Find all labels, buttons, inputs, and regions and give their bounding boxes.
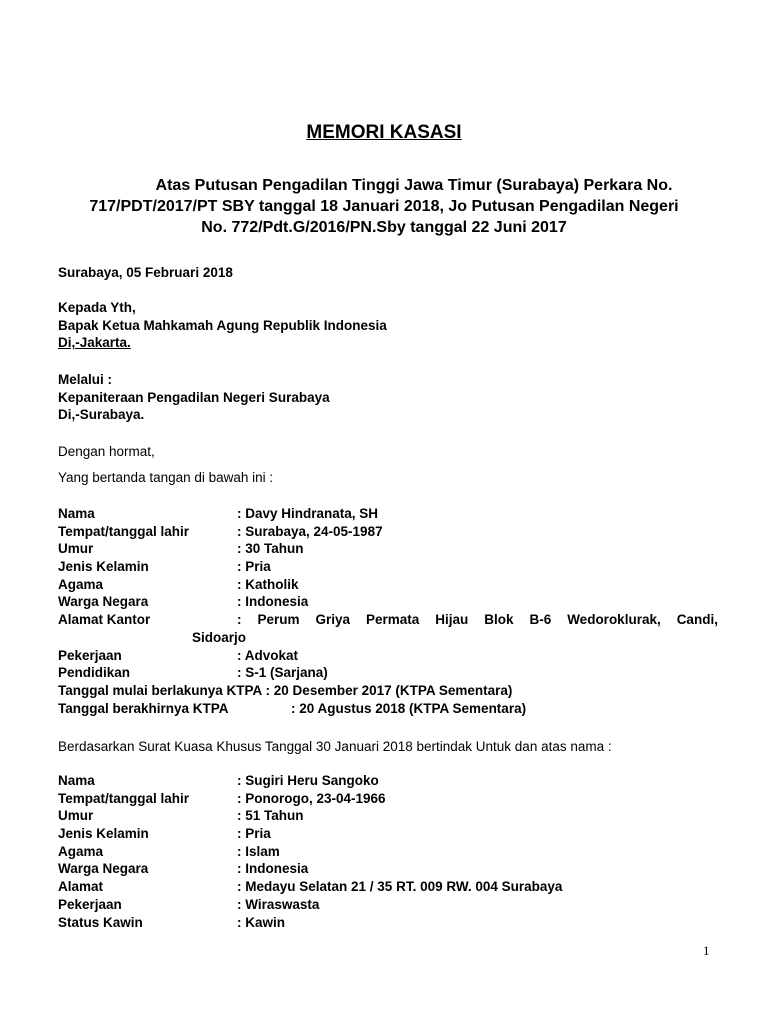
detail-row xyxy=(58,843,718,861)
detail-label: Tanggal berakhirnya KTPA xyxy=(58,700,229,716)
detail-label: Status Kawin xyxy=(58,914,143,930)
address-word: Permata xyxy=(365,612,420,628)
detail-row xyxy=(58,807,718,825)
detail-label: Warga Negara xyxy=(58,594,149,610)
detail-row xyxy=(58,772,718,790)
place-date: Surabaya, 05 Februari 2018 xyxy=(58,265,233,280)
detail-label: Agama xyxy=(58,843,104,859)
subtitle-line: Atas Putusan Pengadilan Tinggi Jawa Timur (Surabaya) Perkara No. xyxy=(155,177,673,194)
detail-label: Tempat/tanggal lahir xyxy=(58,790,190,806)
detail-value: : Pria xyxy=(237,559,271,575)
detail-label: Umur xyxy=(58,541,94,557)
detail-label: Nama xyxy=(58,773,95,788)
detail-row xyxy=(58,878,718,896)
detail-label: Jenis Kelamin xyxy=(58,826,149,842)
detail-value: : Islam xyxy=(237,843,280,859)
detail-row xyxy=(58,576,718,594)
address-word: : xyxy=(237,612,242,628)
address-word: Candi, xyxy=(676,612,718,628)
recipient-city: Di,-Jakarta. xyxy=(58,335,131,351)
detail-value: : Sugiri Heru Sangoko xyxy=(237,773,379,788)
document-title: MEMORI KASASI xyxy=(306,122,462,143)
detail-value: : Indonesia xyxy=(237,594,309,610)
detail-row xyxy=(58,825,718,843)
via-line: Di,-Surabaya. xyxy=(58,407,145,423)
detail-row xyxy=(58,790,718,808)
detail-row xyxy=(58,540,718,558)
detail-label: Pendidikan xyxy=(58,665,131,681)
address-word: Blok xyxy=(484,612,514,628)
address-word: Hijau xyxy=(435,612,469,628)
detail-label: Pekerjaan xyxy=(58,647,122,663)
detail-row xyxy=(58,647,718,665)
ktpa-end-row xyxy=(58,700,718,718)
detail-row xyxy=(58,860,718,878)
ktpa-start-text: Tanggal mulai berlakunya KTPA : 20 Desember 2017 (KTPA Sementara) xyxy=(58,682,513,698)
detail-row xyxy=(58,558,718,576)
detail-label: Alamat Kantor xyxy=(58,612,151,628)
detail-row xyxy=(58,593,718,611)
detail-label: Nama xyxy=(58,506,95,521)
address-word: Wedoroklurak, xyxy=(567,612,661,628)
address-continuation: Sidoarjo xyxy=(192,629,247,645)
detail-value: : Katholik xyxy=(237,576,299,592)
mandate-text: Berdasarkan Surat Kuasa Khusus Tanggal 30 Januari 2018 bertindak Untuk dan atas nama : xyxy=(58,739,612,754)
recipient-line: Bapak Ketua Mahkamah Agung Republik Indonesia xyxy=(58,317,387,333)
ktpa-start-row xyxy=(58,682,718,700)
subtitle-line: No. 772/Pdt.G/2016/PN.Sby tanggal 22 Juni 2017 xyxy=(201,219,567,236)
via-block xyxy=(58,371,718,424)
detail-row xyxy=(58,896,718,914)
detail-value: : 30 Tahun xyxy=(237,541,304,557)
detail-row xyxy=(58,505,718,523)
detail-label: Jenis Kelamin xyxy=(58,559,149,575)
address-word: Griya xyxy=(315,612,350,628)
detail-label: Umur xyxy=(58,808,94,824)
principal-details xyxy=(58,772,718,931)
detail-value: : Davy Hindranata, SH xyxy=(237,506,379,521)
detail-label: Pekerjaan xyxy=(58,896,122,912)
detail-value: : Pria xyxy=(237,826,271,842)
address-word: Perum xyxy=(257,612,300,628)
subtitle-line: 717/PDT/2017/PT SBY tanggal 18 Januari 2018, Jo Putusan Pengadilan Negeri xyxy=(89,198,679,215)
address-word: B-6 xyxy=(529,612,552,628)
via-line: Melalui : xyxy=(58,372,113,387)
detail-value: : Advokat xyxy=(237,647,299,663)
detail-label: Tempat/tanggal lahir xyxy=(58,523,190,539)
document-subtitle xyxy=(58,175,710,238)
via-line: Kepaniteraan Pengadilan Negeri Surabaya xyxy=(58,389,330,405)
detail-label: Agama xyxy=(58,576,104,592)
detail-label: Alamat xyxy=(58,879,104,895)
recipient-block xyxy=(58,299,718,352)
page-number: 1 xyxy=(703,943,710,958)
detail-value: : 51 Tahun xyxy=(237,808,304,824)
detail-row xyxy=(58,914,718,932)
detail-value-address xyxy=(237,611,718,629)
detail-value: : Wiraswasta xyxy=(237,896,320,912)
greeting: Dengan hormat, xyxy=(58,444,155,459)
detail-value: : Indonesia xyxy=(237,861,309,877)
signer-details xyxy=(58,505,718,717)
detail-value: : Medayu Selatan 21 / 35 RT. 009 RW. 004 Surabaya xyxy=(237,879,563,895)
detail-value: : Surabaya, 24-05-1987 xyxy=(237,523,383,539)
recipient-line: Kepada Yth, xyxy=(58,300,136,315)
detail-value: : 20 Agustus 2018 (KTPA Sementara) xyxy=(291,700,527,716)
detail-row xyxy=(58,664,718,682)
detail-value: : Kawin xyxy=(237,914,286,930)
detail-row xyxy=(58,523,718,541)
intro-text: Yang bertanda tangan di bawah ini : xyxy=(58,470,274,485)
detail-label: Warga Negara xyxy=(58,861,149,877)
detail-value: : S-1 (Sarjana) xyxy=(237,665,328,681)
detail-row-address xyxy=(58,611,718,629)
detail-value: : Ponorogo, 23-04-1966 xyxy=(237,790,386,806)
